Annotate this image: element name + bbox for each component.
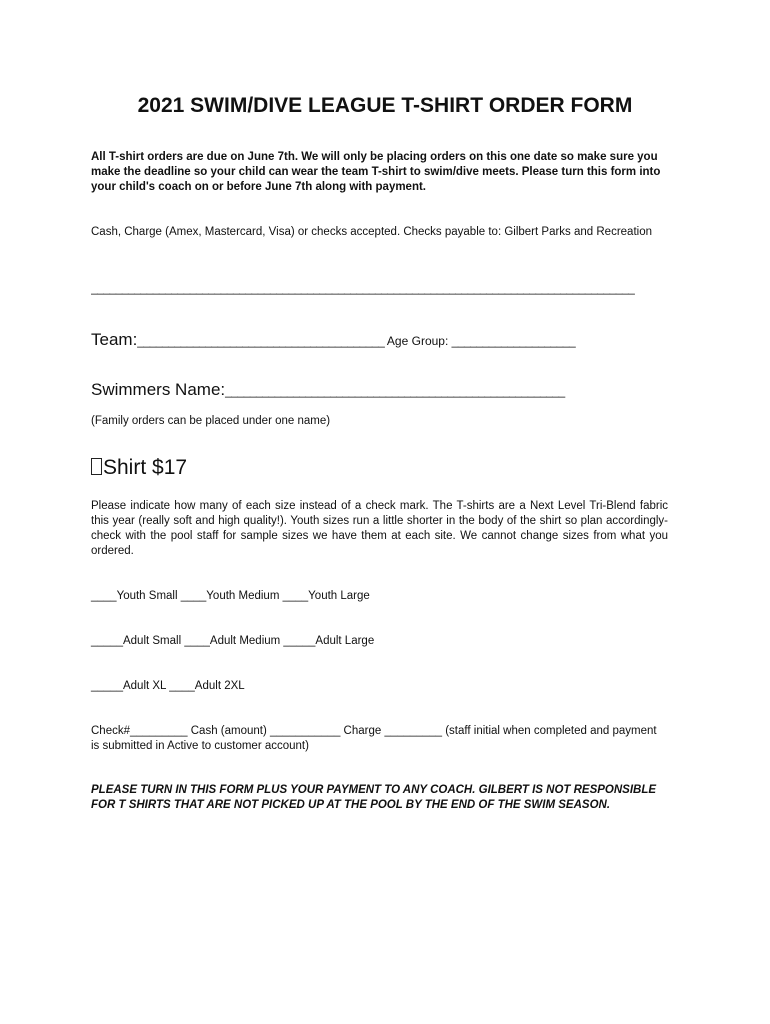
swimmers-name-field[interactable]: _______________________________________________________ bbox=[225, 384, 565, 398]
shirt-price-text: Shirt $17 bbox=[103, 456, 188, 479]
family-orders-note: (Family orders can be placed under one name) bbox=[91, 415, 331, 427]
payment-methods-text: Cash, Charge (Amex, Mastercard, Visa) or checks accepted. Checks payable to: Gilbert Parks and Recreation bbox=[91, 226, 652, 238]
swimmers-name-row bbox=[91, 380, 565, 400]
adult-xl-sizes-row[interactable]: _____Adult XL ____Adult 2XL bbox=[91, 680, 245, 692]
form-title: 2021 SWIM/DIVE LEAGUE T-SHIRT ORDER FORM bbox=[137, 94, 633, 117]
youth-sizes-row[interactable]: ____Youth Small ____Youth Medium ____Youth Large bbox=[91, 590, 370, 602]
team-field[interactable]: ________________________________________ bbox=[137, 334, 385, 348]
staff-use-line[interactable]: Check#_________ Cash (amount) ___________ Charge _________ (staff initial when completed and payment is submitted in Active to customer account) bbox=[91, 725, 657, 752]
age-group-label: Age Group: bbox=[384, 334, 452, 348]
missing-glyph-icon bbox=[91, 458, 102, 475]
responsibility-warning: PLEASE TURN IN THIS FORM PLUS YOUR PAYMENT TO ANY COACH. GILBERT IS NOT RESPONSIBLE FOR T SHIRTS THAT ARE NOT PICKED UP AT THE POOL BY THE END OF THE SWIM SEASON. bbox=[91, 784, 657, 811]
shirt-price-heading bbox=[91, 456, 187, 480]
size-instructions: Please indicate how many of each size instead of a check mark. The T-shirts are a Next Level Tri-Blend fabric this year (really soft and high quality!). Youth sizes run a little shorter in the body of the shirt so plan accordingly-check with the pool staff for sample sizes we have them at each site. We cannot change sizes from what you ordered. bbox=[91, 500, 668, 557]
swimmers-name-label: Swimmers Name: bbox=[91, 380, 226, 399]
age-group-field[interactable]: ____________________ bbox=[451, 334, 576, 348]
team-label: Team: bbox=[91, 330, 138, 349]
team-row bbox=[91, 330, 575, 350]
name-line-blank[interactable]: ________________________________________________________________________________________ bbox=[91, 281, 635, 295]
order-deadline-notice: All T-shirt orders are due on June 7th. We will only be placing orders on this one date so make sure you make the deadline so your child can wear the team T-shirt to swim/dive meets. Please turn this form into your child's coach on or before June 7th along with payment. bbox=[91, 151, 661, 193]
adult-sizes-row[interactable]: _____Adult Small ____Adult Medium _____Adult Large bbox=[91, 635, 375, 647]
